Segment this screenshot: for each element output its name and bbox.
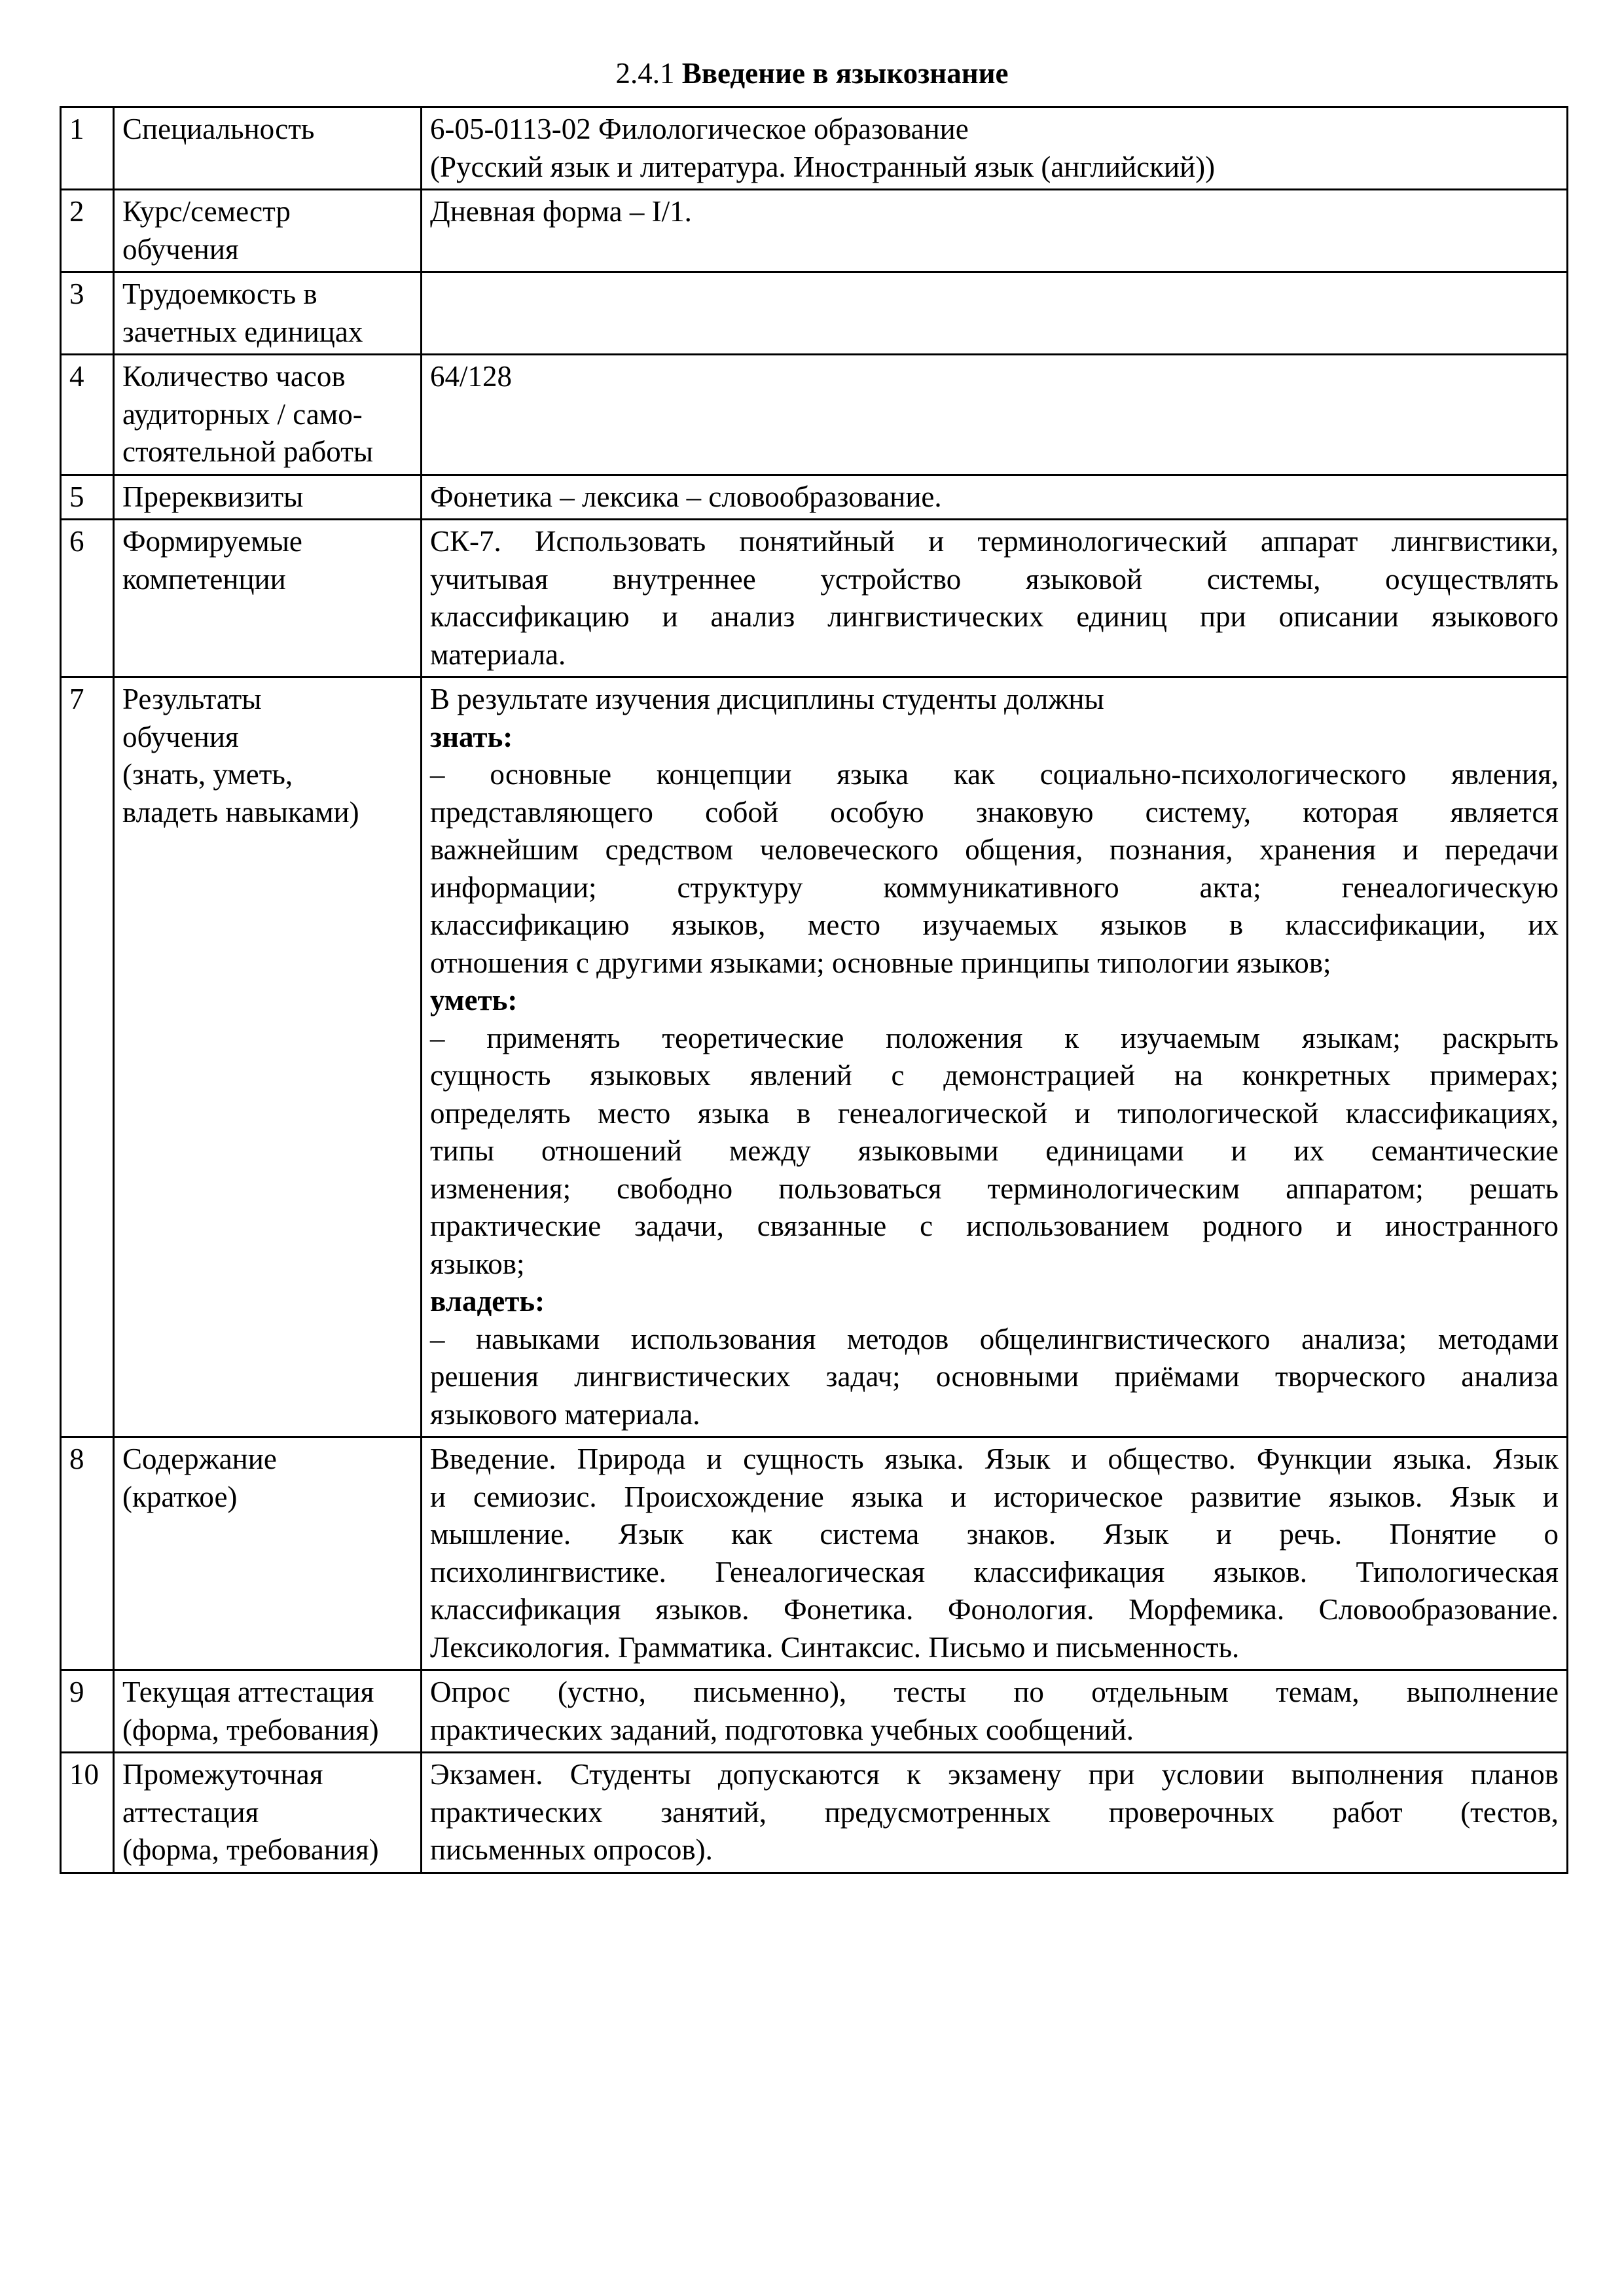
- row-number: 8: [61, 1437, 114, 1670]
- label-line: Формируемые: [122, 525, 302, 558]
- label-line: аудиторных / само-: [122, 397, 363, 431]
- row-value: [422, 1437, 1568, 1670]
- label-line: владеть навыками): [122, 795, 359, 829]
- value-line: материала.: [430, 637, 566, 671]
- can-line: практические задачи, связанные с использованием родного и иностранного: [430, 1210, 1559, 1242]
- row-label: [114, 107, 422, 190]
- label-line: (знать, уметь,: [122, 758, 293, 791]
- row-value-empty: [422, 272, 1568, 355]
- can-line: определять место языка в генеалогической и типологической классификациях,: [430, 1096, 1559, 1130]
- know-heading: знать:: [430, 720, 513, 753]
- value-line: письменных опросов).: [430, 1833, 713, 1866]
- row-number: 1: [61, 107, 114, 190]
- row-number: 10: [61, 1753, 114, 1873]
- know-line: отношения с другими языками; основные принципы типологии языков;: [430, 946, 1331, 979]
- can-line: – применять теоретические положения к изучаемым языкам; раскрыть: [430, 1021, 1559, 1054]
- row-value: [422, 1753, 1568, 1873]
- value-line: (Русский язык и литература. Иностранный язык (английский)): [430, 150, 1216, 183]
- value-line: Лексикология. Грамматика. Синтаксис. Письмо и письменность.: [430, 1630, 1240, 1664]
- know-line: информации; структуру коммуникативного акта; генеалогическую: [430, 870, 1559, 904]
- label-line: обучения: [122, 232, 239, 266]
- can-line: типы отношений между языковыми единицами и их семантические: [430, 1134, 1559, 1167]
- row-number: 9: [61, 1670, 114, 1753]
- row-label: [114, 355, 422, 475]
- value-line: практических заданий, подготовка учебных сообщений.: [430, 1713, 1134, 1746]
- value-line: учитывая внутреннее устройство языковой системы, осуществлять: [430, 562, 1559, 596]
- label-line: Содержание: [122, 1443, 277, 1475]
- own-line: языкового материала.: [430, 1397, 700, 1431]
- value-line: СК-7. Использовать понятийный и терминологический аппарат лингвистики,: [430, 525, 1559, 558]
- table-row: [61, 1753, 1568, 1873]
- value-line: классификацию и анализ лингвистических единиц при описании языкового: [430, 600, 1559, 633]
- value-line: мышление. Язык как система знаков. Язык и речь. Понятие о: [430, 1518, 1559, 1551]
- know-line: представляющего собой особую знаковую систему, которая является: [430, 795, 1559, 829]
- own-heading: владеть:: [430, 1285, 545, 1318]
- row-value: [422, 475, 1568, 520]
- table-row: [61, 355, 1568, 475]
- row-label: [114, 1753, 422, 1873]
- value-line: Опрос (устно, письменно), тесты по отдельным темам, выполнение: [430, 1676, 1559, 1708]
- row-number: 5: [61, 475, 114, 520]
- row-label: [114, 520, 422, 677]
- know-line: классификацию языков, место изучаемых языков в классификации, их: [430, 908, 1559, 941]
- section-number: 2.4.1: [615, 57, 675, 90]
- row-number: 2: [61, 190, 114, 272]
- value-line: психолингвистике. Генеалогическая классификация языков. Типологическая: [430, 1555, 1559, 1588]
- label-line: Результаты: [122, 683, 262, 715]
- table-row: [61, 272, 1568, 355]
- label-line: стоятельной работы: [122, 435, 374, 468]
- label-line: Курс/семестр: [122, 195, 291, 228]
- row-label: [114, 272, 422, 355]
- own-line: – навыками использования методов общелингвистического анализа; методами: [430, 1322, 1559, 1355]
- row-number: 7: [61, 677, 114, 1437]
- table-row: [61, 475, 1568, 520]
- value-line: классификация языков. Фонетика. Фонология. Морфемика. Словообразование.: [430, 1593, 1559, 1626]
- label-line: Количество часов: [122, 360, 346, 393]
- value-line: Фонетика – лексика – словообразование.: [430, 480, 942, 513]
- row-label: [114, 475, 422, 520]
- label-line: обучения: [122, 720, 239, 753]
- label-line: (краткое): [122, 1480, 238, 1513]
- row-number: 4: [61, 355, 114, 475]
- row-number: 6: [61, 520, 114, 677]
- row-label: [114, 677, 422, 1437]
- label-line: аттестация: [122, 1795, 259, 1829]
- page-title: [0, 54, 1624, 93]
- value-line: Экзамен. Студенты допускаются к экзамену при условии выполнения планов: [430, 1758, 1559, 1791]
- value-line: и семиозис. Происхождение языка и историческое развитие языков. Язык и: [430, 1480, 1559, 1513]
- know-line: – основные концепции языка как социально-психологического явления,: [430, 758, 1559, 791]
- label-line: Специальность: [122, 113, 315, 145]
- row-value: [422, 107, 1568, 190]
- table-row: [61, 677, 1568, 1437]
- row-value: [422, 677, 1568, 1437]
- label-line: Пререквизиты: [122, 480, 304, 513]
- table-row: [61, 1437, 1568, 1670]
- label-line: компетенции: [122, 562, 286, 596]
- can-line: изменения; свободно пользоваться терминологическим аппаратом; решать: [430, 1172, 1559, 1205]
- row-label: [114, 190, 422, 272]
- value-line: 64/128: [430, 360, 513, 393]
- label-line: Промежуточная: [122, 1758, 323, 1791]
- table-row: [61, 190, 1568, 272]
- row-value: [422, 1670, 1568, 1753]
- can-line: языков;: [430, 1247, 525, 1280]
- label-line: Трудоемкость в: [122, 278, 317, 310]
- value-line: Введение. Природа и сущность языка. Язык и общество. Функции языка. Язык: [430, 1443, 1559, 1475]
- syllabus-table: [60, 106, 1568, 1874]
- table-row: [61, 1670, 1568, 1753]
- row-value: [422, 520, 1568, 677]
- row-label: [114, 1437, 422, 1670]
- table-row: [61, 520, 1568, 677]
- row-value: [422, 355, 1568, 475]
- table-row: [61, 107, 1568, 190]
- results-intro: В результате изучения дисциплины студенты должны: [430, 683, 1104, 715]
- value-line: 6-05-0113-02 Филологическое образование: [430, 113, 969, 145]
- can-line: сущность языковых явлений с демонстрацией на конкретных примерах;: [430, 1059, 1559, 1092]
- own-line: решения лингвистических задач; основными приёмами творческого анализа: [430, 1360, 1559, 1393]
- value-line: Дневная форма – I/1.: [430, 195, 692, 228]
- label-line: Текущая аттестация: [122, 1676, 374, 1708]
- section-name: Введение в языкознание: [681, 57, 1009, 90]
- know-line: важнейшим средством человеческого общения, познания, хранения и передачи: [430, 833, 1559, 866]
- row-number: 3: [61, 272, 114, 355]
- value-line: практических занятий, предусмотренных проверочных работ (тестов,: [430, 1795, 1559, 1829]
- label-line: (форма, требования): [122, 1713, 379, 1746]
- can-heading: уметь:: [430, 984, 518, 1016]
- row-label: [114, 1670, 422, 1753]
- label-line: зачетных единицах: [122, 315, 363, 348]
- row-value: [422, 190, 1568, 272]
- label-line: (форма, требования): [122, 1833, 379, 1866]
